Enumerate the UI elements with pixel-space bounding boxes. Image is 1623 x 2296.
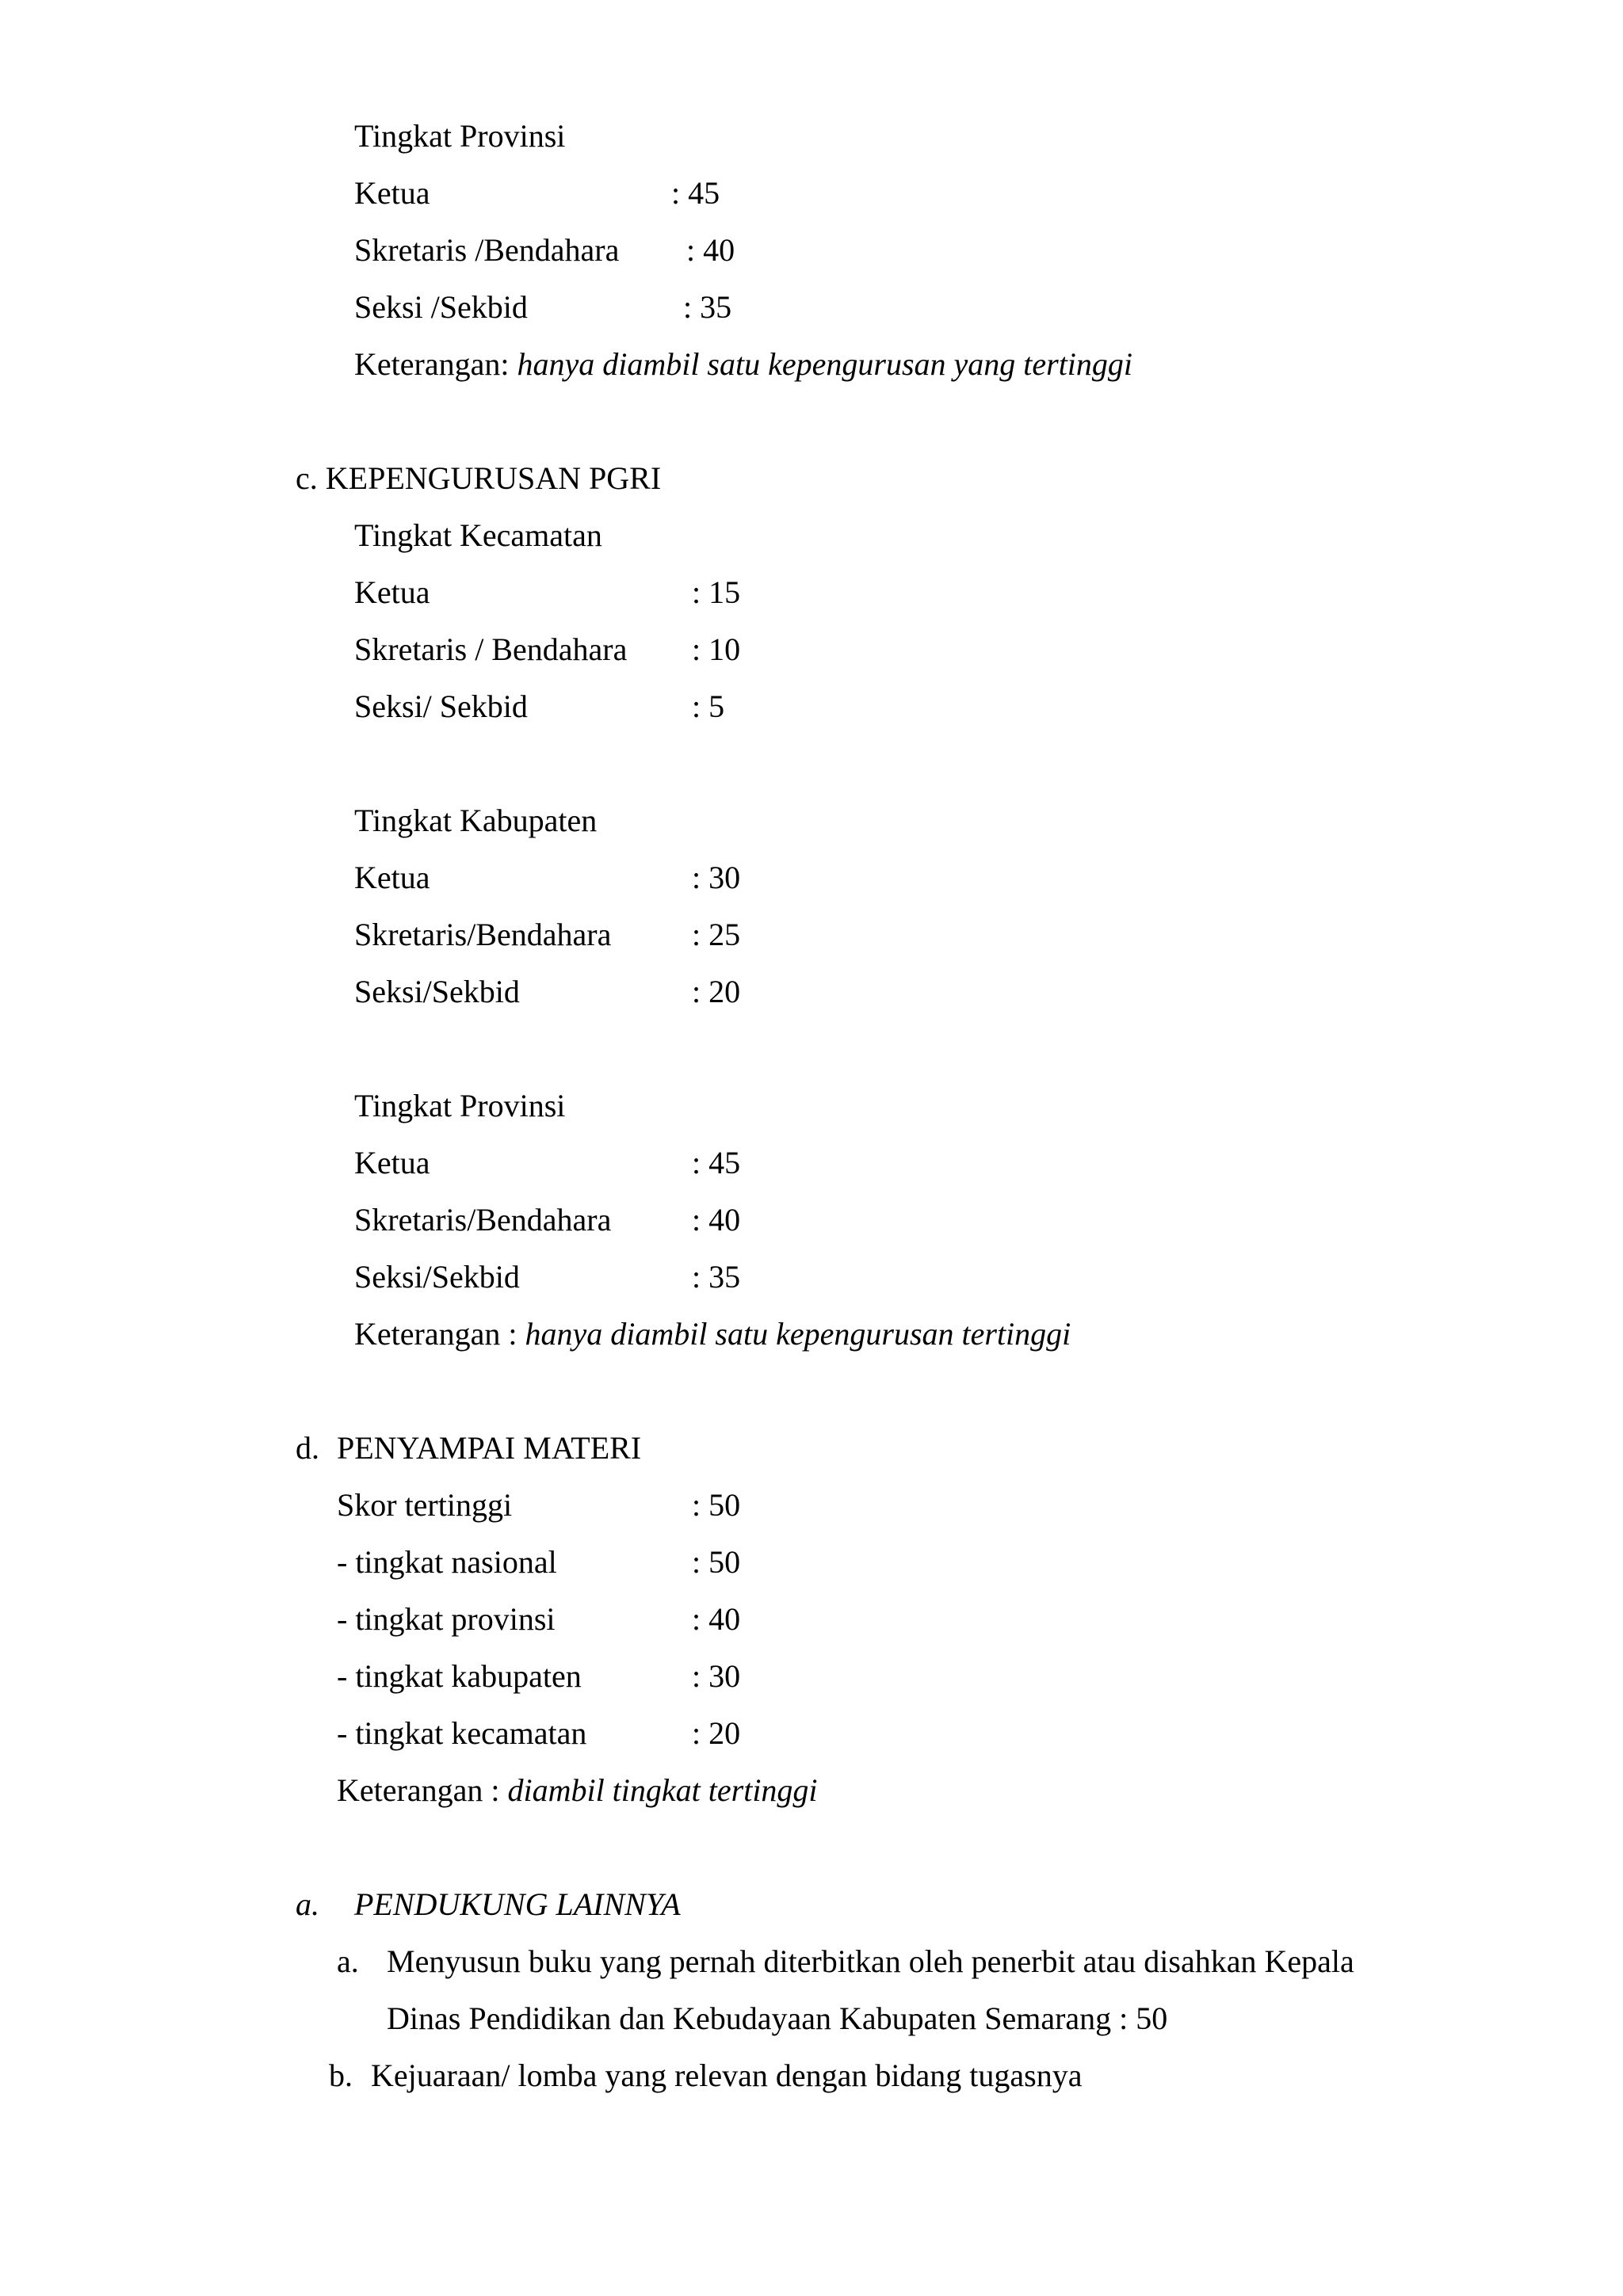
note-label: Keterangan : xyxy=(337,1772,508,1808)
note-label: Keterangan : xyxy=(354,1316,525,1352)
section-b-row-label: Ketua xyxy=(354,175,430,211)
section-b-row-value: : 45 xyxy=(671,175,720,211)
section-d-row-value: : 40 xyxy=(692,1601,741,1637)
section-d-row-label: - tingkat nasional xyxy=(337,1544,557,1580)
list-item-text: Kejuaraan/ lomba yang relevan dengan bidang tugasnya xyxy=(371,2058,1083,2093)
section-d-top-label: Skor tertinggi xyxy=(337,1487,513,1523)
section-c-kabupaten-heading: Tingkat Kabupaten xyxy=(354,803,598,838)
section-c-row-label: Ketua xyxy=(354,860,430,895)
list-item-letter: b. xyxy=(329,2058,353,2093)
section-c-row-label: Ketua xyxy=(354,574,430,610)
section-d-top-value: : 50 xyxy=(692,1487,741,1523)
section-d-title: PENYAMPAI MATERI xyxy=(337,1430,642,1466)
section-d-row-value: : 30 xyxy=(692,1658,741,1694)
section-c-row-label: Skretaris/Bendahara xyxy=(354,1202,612,1238)
note-text: hanya diambil satu kepengurusan yang tertinggi xyxy=(517,346,1133,382)
section-b-row-label: Seksi /Sekbid xyxy=(354,289,528,325)
section-d-row-label: - tingkat kabupaten xyxy=(337,1658,582,1694)
section-c-row-label: Skretaris/Bendahara xyxy=(354,917,612,952)
section-c-row-label: Seksi/Sekbid xyxy=(354,1259,520,1295)
section-c-row-value: : 20 xyxy=(692,974,741,1009)
section-b-note xyxy=(354,345,1132,383)
section-d-row-value: : 50 xyxy=(692,1544,741,1580)
section-b-row-value: : 35 xyxy=(683,289,732,325)
section-c-title: c. KEPENGURUSAN PGRI xyxy=(296,460,662,496)
list-item-letter: a. xyxy=(337,1943,359,1979)
note-label: Keterangan: xyxy=(354,346,517,382)
section-b-provinsi-heading: Tingkat Provinsi xyxy=(354,118,566,154)
section-c-row-label: Skretaris / Bendahara xyxy=(354,631,628,667)
section-c-provinsi-heading: Tingkat Provinsi xyxy=(354,1088,566,1123)
section-c-row-label: Seksi/Sekbid xyxy=(354,974,520,1009)
section-e-letter: a. xyxy=(296,1886,319,1922)
section-c-row-value: : 10 xyxy=(692,631,741,667)
section-c-row-label: Seksi/ Sekbid xyxy=(354,688,528,724)
section-d-row-label: - tingkat provinsi xyxy=(337,1601,556,1637)
section-d-note xyxy=(337,1772,818,1810)
section-d-letter: d. xyxy=(296,1430,319,1466)
section-e-title: PENDUKUNG LAINNYA xyxy=(354,1886,681,1922)
section-c-row-value: : 30 xyxy=(692,860,741,895)
section-c-row-value: : 40 xyxy=(692,1202,741,1238)
section-c-kecamatan-heading: Tingkat Kecamatan xyxy=(354,517,602,553)
section-c-row-label: Ketua xyxy=(354,1145,430,1180)
section-d-row-value: : 20 xyxy=(692,1715,741,1751)
section-d-row-label: - tingkat kecamatan xyxy=(337,1715,587,1751)
list-item-text: Menyusun buku yang pernah diterbitkan oleh penerbit atau disahkan Kepala xyxy=(387,1943,1354,1979)
section-c-row-value: : 35 xyxy=(692,1259,741,1295)
section-c-row-value: : 5 xyxy=(692,688,725,724)
note-text: hanya diambil satu kepengurusan tertinggi xyxy=(525,1316,1071,1352)
section-c-note xyxy=(354,1315,1071,1353)
note-text: diambil tingkat tertinggi xyxy=(507,1772,818,1808)
section-c-row-value: : 15 xyxy=(692,574,741,610)
section-b-row-value: : 40 xyxy=(686,232,735,268)
list-item-text-continued: Dinas Pendidikan dan Kebudayaan Kabupaten Semarang : 50 xyxy=(387,2000,1168,2036)
section-b-row-label: Skretaris /Bendahara xyxy=(354,232,620,268)
section-c-row-value: : 45 xyxy=(692,1145,741,1180)
section-c-row-value: : 25 xyxy=(692,917,741,952)
